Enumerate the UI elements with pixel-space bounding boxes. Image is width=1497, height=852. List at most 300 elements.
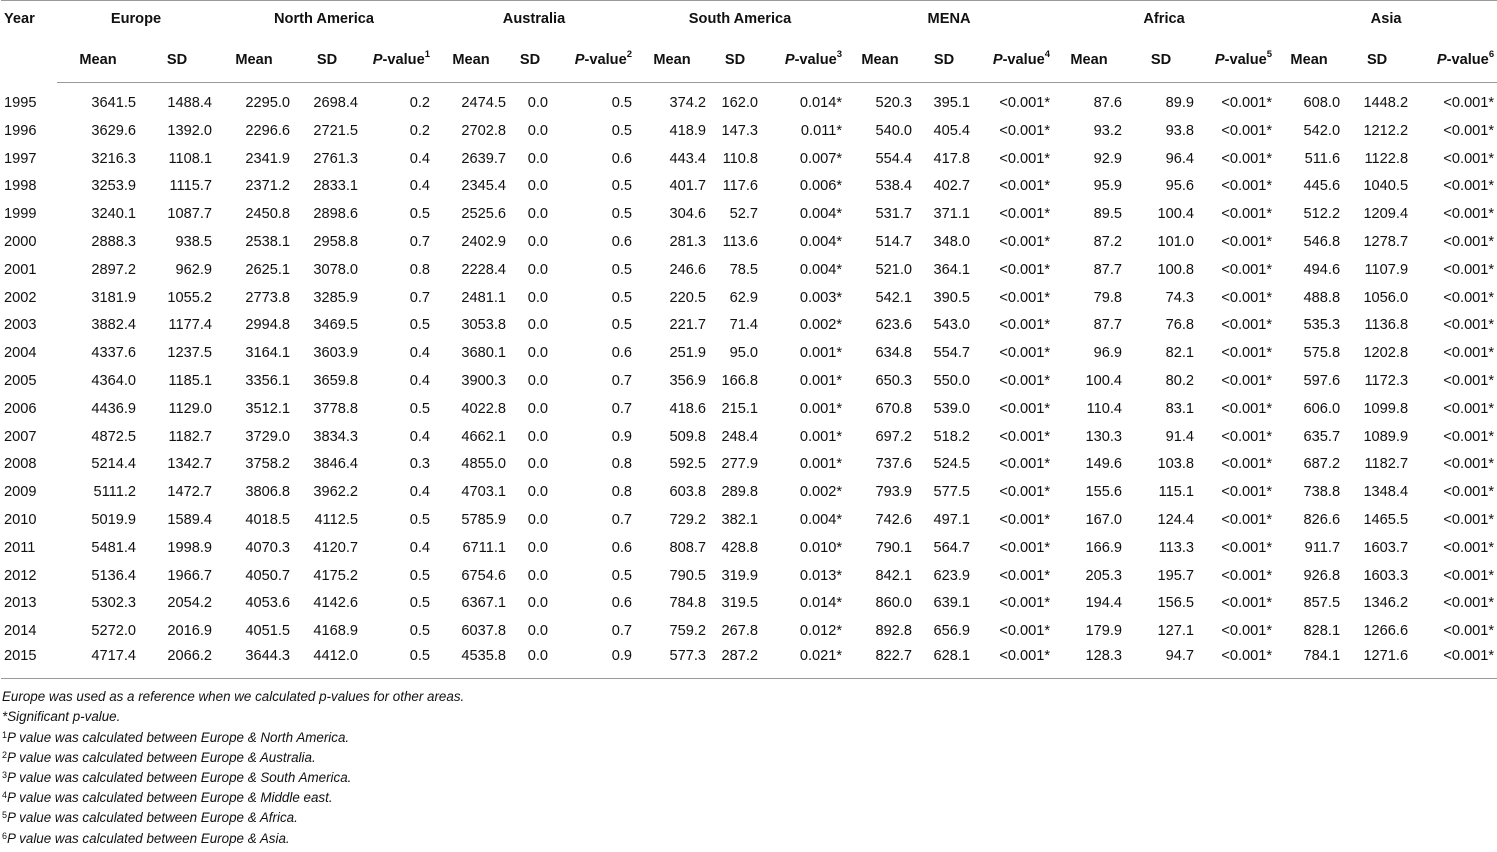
value-cell: 52.7 xyxy=(729,206,759,223)
value-cell: 3053.8 xyxy=(461,317,506,334)
value-cell: <0.001* xyxy=(1221,539,1273,556)
value-cell: 0.2 xyxy=(409,95,430,111)
value-cell: 538.4 xyxy=(875,178,913,195)
value-cell: 0.0 xyxy=(527,178,548,195)
value-cell: 5481.4 xyxy=(91,539,136,556)
value-cell: <0.001* xyxy=(999,317,1051,334)
value-cell: 634.8 xyxy=(875,345,913,362)
group-header: North America xyxy=(215,1,433,38)
value-cell: <0.001* xyxy=(999,512,1051,529)
value-cell: 281.3 xyxy=(669,234,707,251)
value-cell: 4120.7 xyxy=(313,539,358,556)
value-cell: 3962.2 xyxy=(313,484,358,501)
year-cell: 2008 xyxy=(4,456,37,473)
sd-header: SD xyxy=(709,37,761,83)
pvalue-header-prefix: P xyxy=(784,51,795,68)
value-cell: 0.001* xyxy=(799,428,843,445)
value-cell: 0.4 xyxy=(409,428,430,445)
table-row xyxy=(1,200,1497,228)
value-cell: 3469.5 xyxy=(313,317,358,334)
value-cell: 828.1 xyxy=(1303,623,1341,640)
year-cell: 2011 xyxy=(4,539,36,556)
value-cell: 628.1 xyxy=(915,645,973,679)
value-cell: 687.2 xyxy=(1303,456,1341,473)
value-cell: 0.6 xyxy=(611,234,633,251)
value-cell: <0.001* xyxy=(1443,178,1495,195)
value-cell: 0.4 xyxy=(409,178,430,195)
value-cell: 543.0 xyxy=(933,317,971,334)
footnote-marker: 5 xyxy=(2,810,8,821)
pvalue-header-sup: 5 xyxy=(1266,48,1273,60)
pvalue-header-sup: 2 xyxy=(626,48,633,60)
year-cell: 1999 xyxy=(4,206,37,223)
year-cell: 2007 xyxy=(4,428,37,445)
value-cell: 842.1 xyxy=(875,567,913,584)
value-cell: 124.4 xyxy=(1157,512,1195,529)
pvalue-header-suffix: -value xyxy=(1002,51,1045,68)
value-cell: 4142.6 xyxy=(313,595,358,612)
value-cell: 822.7 xyxy=(845,645,915,679)
value-cell: 0.5 xyxy=(611,317,633,334)
value-cell: 1237.5 xyxy=(167,345,212,362)
value-cell: 0.6 xyxy=(611,595,633,612)
value-cell: 1087.7 xyxy=(167,206,212,223)
value-cell: 248.4 xyxy=(721,428,759,445)
value-cell: 494.6 xyxy=(1303,261,1341,278)
value-cell: 4872.5 xyxy=(91,428,136,445)
value-cell: 149.6 xyxy=(1085,456,1123,473)
value-cell: 3253.9 xyxy=(91,178,136,195)
value-cell: 0.001* xyxy=(799,456,843,473)
table-row xyxy=(1,367,1497,395)
value-cell: 554.4 xyxy=(875,150,913,167)
year-cell: 2014 xyxy=(4,623,37,640)
value-cell: 0.8 xyxy=(611,484,633,501)
value-cell: 1108.1 xyxy=(168,150,212,167)
value-cell: 2054.2 xyxy=(167,595,212,612)
value-cell: 382.1 xyxy=(721,512,759,529)
footnote xyxy=(2,707,1458,727)
value-cell: 1177.4 xyxy=(168,317,212,334)
value-cell: 246.6 xyxy=(669,261,707,278)
value-cell: 0.0 xyxy=(509,645,551,679)
value-cell: 2295.0 xyxy=(245,95,290,111)
value-cell: 0.5 xyxy=(611,206,633,223)
value-cell: 509.8 xyxy=(669,428,707,445)
value-cell: 0.004* xyxy=(799,234,843,251)
value-cell: 95.0 xyxy=(729,345,759,362)
value-cell: 0.0 xyxy=(527,206,548,223)
value-cell: 100.4 xyxy=(1085,373,1123,390)
year-cell: 2002 xyxy=(4,289,37,306)
value-cell: 3285.9 xyxy=(313,289,358,306)
table-row xyxy=(1,117,1497,145)
value-cell: 3778.8 xyxy=(313,400,358,417)
value-cell: 428.8 xyxy=(721,539,759,556)
pvalue-header-sup: 4 xyxy=(1044,48,1051,60)
value-cell: 94.7 xyxy=(1125,645,1197,679)
table-footnotes xyxy=(2,687,1458,849)
value-cell: 103.8 xyxy=(1157,456,1195,473)
value-cell: 0.001* xyxy=(799,373,843,390)
value-cell: <0.001* xyxy=(1221,484,1273,501)
value-cell: <0.001* xyxy=(1443,456,1495,473)
year-cell: 2006 xyxy=(4,400,37,417)
pvalue-header-suffix: -value xyxy=(1224,51,1267,68)
table-row xyxy=(1,423,1497,451)
value-cell: 564.7 xyxy=(933,539,971,556)
mean-header: Mean xyxy=(635,37,709,83)
table-body xyxy=(1,83,1497,679)
value-cell: <0.001* xyxy=(1443,567,1495,584)
value-cell: <0.001* xyxy=(1221,400,1273,417)
mean-header: Mean xyxy=(57,37,139,83)
value-cell: 95.6 xyxy=(1165,178,1195,195)
value-cell: 1472.7 xyxy=(167,484,212,501)
value-cell: 0.6 xyxy=(611,345,633,362)
value-cell: 3834.3 xyxy=(313,428,358,445)
value-cell: 0.5 xyxy=(611,178,633,195)
value-cell: 512.2 xyxy=(1303,206,1341,223)
value-cell: 79.8 xyxy=(1093,289,1123,306)
value-cell: 0.6 xyxy=(611,150,633,167)
value-cell: 0.3 xyxy=(409,456,430,473)
value-cell: 0.013* xyxy=(799,567,843,584)
value-cell: 2450.8 xyxy=(245,206,290,223)
value-cell: 1129.0 xyxy=(168,400,212,417)
value-cell: <0.001* xyxy=(999,95,1051,111)
year-cell: 1998 xyxy=(4,178,37,195)
value-cell: 6367.1 xyxy=(461,595,506,612)
value-cell: 2296.6 xyxy=(245,122,290,139)
value-cell: 3164.1 xyxy=(245,345,290,362)
value-cell: 3680.1 xyxy=(461,345,506,362)
value-cell: 2345.4 xyxy=(461,178,506,195)
value-cell: <0.001* xyxy=(1443,400,1495,417)
value-cell: 0.014* xyxy=(799,595,843,612)
value-cell: 0.0 xyxy=(527,373,548,390)
value-cell: <0.001* xyxy=(1443,234,1495,251)
value-cell: 0.010* xyxy=(799,539,843,556)
value-cell: 87.6 xyxy=(1093,95,1123,111)
value-cell: 0.0 xyxy=(527,400,548,417)
table-row xyxy=(1,645,1497,679)
value-cell: 0.0 xyxy=(527,122,548,139)
value-cell: 5785.9 xyxy=(461,512,506,529)
value-cell: 155.6 xyxy=(1085,484,1123,501)
value-cell: 2702.8 xyxy=(461,122,506,139)
pvalue-header xyxy=(361,37,433,83)
footnote-marker: 4 xyxy=(2,790,8,801)
year-header: Year xyxy=(1,1,57,83)
footnote xyxy=(2,687,1458,707)
pvalue-header-sup: 1 xyxy=(424,48,430,60)
value-cell: 76.8 xyxy=(1165,317,1195,334)
value-cell: 4662.1 xyxy=(461,428,506,445)
value-cell: 4022.8 xyxy=(461,400,506,417)
value-cell: 4018.5 xyxy=(245,512,290,529)
value-cell: 1448.2 xyxy=(1363,95,1409,111)
footnote-text: *Significant p-value. xyxy=(2,709,121,725)
value-cell: 962.9 xyxy=(175,261,212,278)
value-cell: 251.9 xyxy=(669,345,707,362)
value-cell: 0.4 xyxy=(409,373,430,390)
value-cell: 0.7 xyxy=(611,512,633,529)
table-row xyxy=(1,395,1497,423)
value-cell: <0.001* xyxy=(999,400,1051,417)
value-cell: 623.6 xyxy=(875,317,913,334)
value-cell: 2341.9 xyxy=(245,150,290,167)
year-cell: 2001 xyxy=(4,261,37,278)
group-header: Africa xyxy=(1053,1,1275,38)
table-row xyxy=(1,145,1497,173)
value-cell: 166.8 xyxy=(721,373,759,390)
value-cell: <0.001* xyxy=(1221,261,1273,278)
value-cell: 1589.4 xyxy=(167,512,212,529)
value-cell: 89.9 xyxy=(1165,95,1195,111)
value-cell: 117.6 xyxy=(722,178,759,195)
value-cell: <0.001* xyxy=(999,595,1051,612)
value-cell: 443.4 xyxy=(669,150,707,167)
value-cell: 62.9 xyxy=(729,289,759,306)
value-cell: <0.001* xyxy=(1443,289,1495,306)
value-cell: 5302.3 xyxy=(91,595,136,612)
value-cell: 577.3 xyxy=(635,645,709,679)
pvalue-header-suffix: -value xyxy=(794,51,837,68)
value-cell: <0.001* xyxy=(999,150,1051,167)
mean-header: Mean xyxy=(1053,37,1125,83)
value-cell: 0.8 xyxy=(409,261,430,278)
pvalue-header-suffix: -value xyxy=(584,51,627,68)
value-cell: 3729.0 xyxy=(245,428,290,445)
value-cell: 5272.0 xyxy=(91,623,136,640)
value-cell: 267.8 xyxy=(721,623,759,640)
footnote xyxy=(2,748,1458,768)
value-cell: 520.3 xyxy=(875,95,913,111)
value-cell: 6711.1 xyxy=(462,539,506,556)
value-cell: 4412.0 xyxy=(293,645,361,679)
value-cell: 215.1 xyxy=(721,400,759,417)
value-cell: 0.004* xyxy=(799,206,843,223)
value-cell: <0.001* xyxy=(1221,595,1273,612)
value-cell: 401.7 xyxy=(669,178,707,195)
value-cell: 0.7 xyxy=(409,289,430,306)
value-cell: <0.001* xyxy=(1443,150,1495,167)
year-cell: 2009 xyxy=(4,484,37,501)
value-cell: 1346.2 xyxy=(1363,595,1409,612)
value-cell: 0.8 xyxy=(611,456,633,473)
value-cell: <0.001* xyxy=(999,623,1051,640)
sd-header: SD xyxy=(509,37,551,83)
value-cell: <0.001* xyxy=(1411,645,1497,679)
value-cell: <0.001* xyxy=(1443,95,1495,111)
table-row xyxy=(1,256,1497,284)
value-cell: 531.7 xyxy=(875,206,913,223)
value-cell: 1488.4 xyxy=(167,95,212,111)
footnote-text: Europe was used as a reference when we calculated p-values for other areas. xyxy=(2,689,465,705)
value-cell: 2474.5 xyxy=(461,95,506,111)
value-cell: 0.5 xyxy=(409,400,430,417)
value-cell: 95.9 xyxy=(1093,178,1123,195)
value-cell: 4436.9 xyxy=(91,400,136,417)
value-cell: 92.9 xyxy=(1093,150,1123,167)
value-cell: 100.8 xyxy=(1157,261,1195,278)
value-cell: 1465.5 xyxy=(1363,512,1409,529)
sd-header: SD xyxy=(1125,37,1197,83)
value-cell: <0.001* xyxy=(999,428,1051,445)
value-cell: 784.8 xyxy=(669,595,707,612)
value-cell: 4855.0 xyxy=(461,456,506,473)
value-cell: <0.001* xyxy=(999,261,1051,278)
value-cell: 2016.9 xyxy=(167,623,212,640)
value-cell: 417.8 xyxy=(933,150,971,167)
footnote-marker: 1 xyxy=(2,729,8,740)
value-cell: 130.3 xyxy=(1085,428,1123,445)
table-row xyxy=(1,173,1497,201)
value-cell: <0.001* xyxy=(1221,512,1273,529)
pvalue-header-prefix: P xyxy=(574,51,585,68)
value-cell: 1603.3 xyxy=(1363,567,1409,584)
value-cell: 166.9 xyxy=(1085,539,1123,556)
value-cell: 3512.1 xyxy=(245,400,290,417)
value-cell: 100.4 xyxy=(1157,206,1195,223)
value-cell: 790.5 xyxy=(669,567,707,584)
value-cell: <0.001* xyxy=(999,373,1051,390)
value-cell: 0.0 xyxy=(527,567,548,584)
footnote-text: P value was calculated between Europe & Australia. xyxy=(7,749,316,765)
table-header xyxy=(1,1,1497,83)
value-cell: <0.001* xyxy=(999,122,1051,139)
group-header: MENA xyxy=(845,1,1053,38)
value-cell: 2228.4 xyxy=(461,261,506,278)
value-cell: <0.001* xyxy=(999,567,1051,584)
value-cell: 277.9 xyxy=(721,456,759,473)
value-cell: 860.0 xyxy=(875,595,913,612)
data-table xyxy=(1,0,1497,679)
value-cell: 729.2 xyxy=(669,512,707,529)
year-cell: 2013 xyxy=(4,595,37,612)
value-cell: 2958.8 xyxy=(313,234,358,251)
value-cell: 167.0 xyxy=(1085,512,1123,529)
footnote-text: P value was calculated between Europe & Africa. xyxy=(7,810,298,826)
value-cell: <0.001* xyxy=(999,539,1051,556)
footnote-marker: 2 xyxy=(2,749,8,760)
value-cell: 1182.7 xyxy=(168,428,212,445)
value-cell: 5136.4 xyxy=(91,567,136,584)
value-cell: 892.8 xyxy=(875,623,913,640)
value-cell: 3846.4 xyxy=(313,456,358,473)
value-cell: 0.0 xyxy=(527,317,548,334)
year-cell: 2015 xyxy=(1,645,57,679)
value-cell: 3806.8 xyxy=(245,484,290,501)
footnote xyxy=(2,768,1458,788)
value-cell: 2773.8 xyxy=(245,289,290,306)
pvalue-header-prefix: P xyxy=(372,51,383,68)
value-cell: 4053.6 xyxy=(245,595,290,612)
value-cell: 790.1 xyxy=(875,539,913,556)
value-cell: 445.6 xyxy=(1303,178,1341,195)
value-cell: 1040.5 xyxy=(1363,178,1409,195)
value-cell: 395.1 xyxy=(933,95,971,111)
value-cell: 3181.9 xyxy=(91,289,136,306)
value-cell: 1348.4 xyxy=(1363,484,1409,501)
value-cell: 577.5 xyxy=(933,484,971,501)
value-cell: <0.001* xyxy=(1221,567,1273,584)
pvalue-header-sup: 6 xyxy=(1488,48,1495,60)
value-cell: 0.0 xyxy=(527,428,548,445)
footnote xyxy=(2,829,1458,849)
value-cell: 82.1 xyxy=(1165,345,1195,362)
value-cell: 550.0 xyxy=(933,373,971,390)
footnote-marker: 6 xyxy=(2,830,8,841)
value-cell: 1115.7 xyxy=(169,178,212,195)
year-cell: 1997 xyxy=(4,150,37,167)
value-cell: 418.9 xyxy=(669,122,707,139)
value-cell: 93.2 xyxy=(1093,122,1123,139)
value-cell: 4535.8 xyxy=(433,645,509,679)
value-cell: 0.5 xyxy=(409,512,430,529)
value-cell: 0.5 xyxy=(409,567,430,584)
year-cell: 1995 xyxy=(4,94,37,111)
value-cell: 1107.9 xyxy=(1364,261,1409,278)
value-cell: 0.0 xyxy=(527,261,548,278)
pvalue-header-suffix: -value xyxy=(382,51,425,68)
value-cell: 623.9 xyxy=(933,567,971,584)
table-row xyxy=(1,284,1497,312)
sd-header: SD xyxy=(139,37,215,83)
pvalue-header xyxy=(1197,37,1275,83)
value-cell: 0.014* xyxy=(799,95,843,111)
value-cell: 4175.2 xyxy=(313,567,358,584)
value-cell: 697.2 xyxy=(875,428,913,445)
value-cell: 287.2 xyxy=(709,645,761,679)
value-cell: <0.001* xyxy=(1221,122,1273,139)
value-cell: <0.001* xyxy=(1443,345,1495,362)
footnote xyxy=(2,728,1458,748)
value-cell: 0.9 xyxy=(611,428,633,445)
value-cell: 0.6 xyxy=(611,539,633,556)
value-cell: 0.0 xyxy=(527,289,548,306)
value-cell: <0.001* xyxy=(1443,595,1495,612)
pvalue-header xyxy=(551,37,635,83)
value-cell: 110.8 xyxy=(722,150,759,167)
value-cell: <0.001* xyxy=(1221,317,1273,334)
value-cell: 1603.7 xyxy=(1363,539,1409,556)
value-cell: <0.001* xyxy=(1221,373,1273,390)
group-header: South America xyxy=(635,1,845,38)
value-cell: 0.5 xyxy=(361,645,433,679)
value-cell: 4337.6 xyxy=(91,345,136,362)
value-cell: 759.2 xyxy=(669,623,707,640)
value-cell: 4050.7 xyxy=(245,567,290,584)
value-cell: 0.0 xyxy=(527,345,548,362)
value-cell: 656.9 xyxy=(933,623,971,640)
value-cell: 2898.6 xyxy=(313,206,358,223)
value-cell: 3659.8 xyxy=(313,373,358,390)
sd-header: SD xyxy=(293,37,361,83)
value-cell: 793.9 xyxy=(875,484,913,501)
value-cell: 0.002* xyxy=(799,317,843,334)
pvalue-header xyxy=(973,37,1053,83)
value-cell: 2066.2 xyxy=(139,645,215,679)
value-cell: 101.0 xyxy=(1157,234,1195,251)
value-cell: 554.7 xyxy=(933,345,971,362)
value-cell: 1392.0 xyxy=(167,122,212,139)
value-cell: 857.5 xyxy=(1303,595,1341,612)
value-cell: 0.006* xyxy=(799,178,843,195)
value-cell: 2833.1 xyxy=(313,178,358,195)
value-cell: <0.001* xyxy=(999,289,1051,306)
